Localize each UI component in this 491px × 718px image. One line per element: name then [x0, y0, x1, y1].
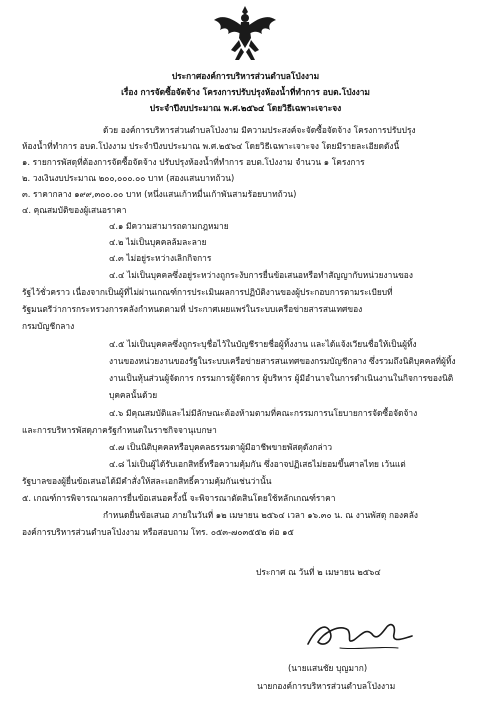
qualification-4-8-line-1: ๔.๘ ไม่เป็นผู้ได้รับเอกสิทธิ์หรือความคุ้มกัน ซึ่งอาจปฏิเสธไม่ยอมขึ้นศาลไทย เว้นแต่	[109, 459, 406, 469]
item-4-title: ๔. คุณสมบัติของผู้เสนอราคา	[22, 205, 127, 215]
qualification-4-5-line-1: ๔.๕ ไม่เป็นบุคคลซึ่งถูกระบุชื่อไว้ในบัญชีรายชื่อผู้ทิ้งงาน และได้แจ้งเวียนชื่อให้เป็นผู้ทิ้ง	[109, 339, 417, 349]
qualification-4-2: ๔.๒ ไม่เป็นบุคคลล้มละลาย	[109, 237, 207, 247]
qualification-4-3: ๔.๓ ไม่อยู่ระหว่างเลิกกิจการ	[109, 253, 212, 263]
announced-date: ประกาศ ณ วันที่ ๒ เมษายน ๒๕๖๔	[256, 567, 381, 577]
signer-title: นายกองค์การบริหารส่วนตำบลโป่งงาม	[257, 681, 396, 691]
garuda-emblem-icon	[212, 4, 278, 64]
item-2: ๒. วงเงินงบประมาณ ๒๐๐,๐๐๐.๐๐ บาท (สองแสนบาทถ้วน)	[22, 173, 235, 183]
item-5: ๕. เกณฑ์การพิจารณาผลการยื่นข้อเสนอครั้งนี้ จะพิจารณาตัดสินโดยใช้หลักเกณฑ์ราคา	[22, 493, 336, 503]
qualification-4-8-line-2: รัฐบาลของผู้ยื่นข้อเสนอได้มีคำสั่งให้สละเอกสิทธิ์ความคุ้มกันเช่นว่านั้น	[22, 476, 272, 486]
qualification-4-7: ๔.๗ เป็นนิติบุคคลหรือบุคคลธรรมดาผู้มีอาชีพขายพัสดุดังกล่าว	[109, 442, 333, 452]
qualification-4-1: ๔.๑ มีความสามารถตามกฎหมาย	[109, 221, 229, 231]
qualification-4-4-line-2: รัฐไว้ชั่วคราว เนื่องจากเป็นผู้ที่ไม่ผ่านเกณฑ์การประเมินผลการปฏิบัติงานของผู้ประกอบการตามระเบียบที่	[22, 287, 393, 297]
subject-heading: เรื่อง การจัดซื้อจัดจ้าง โครงการปรับปรุงห้องน้ำที่ทำการ อบต.โป่งงาม	[121, 87, 370, 97]
qualification-4-4-line-1: ๔.๔ ไม่เป็นบุคคลซึ่งอยู่ระหว่างถูกระงับการยื่นข้อเสนอหรือทำสัญญากับหน่วยงานของ	[109, 270, 413, 280]
org-heading: ประกาศองค์การบริหารส่วนตำบลโป่งงาม	[171, 71, 320, 81]
qualification-4-5-line-3: งานเป็นหุ้นส่วนผู้จัดการ กรรมการผู้จัดการ ผู้บริหาร ผู้มีอำนาจในการดำเนินงานในกิจการของนิติ	[109, 373, 454, 383]
item-1: ๑. รายการพัสดุที่ต้องการจัดซื้อจัดจ้าง ปรับปรุงห้องน้ำที่ทำการ อบต.โป่งงาม จำนวน ๑ โครงการ	[22, 157, 365, 167]
qualification-4-6-line-2: และการบริหารพัสดุภาครัฐกำหนดในราชกิจจานุเบกษา	[22, 425, 217, 435]
qualification-4-5-line-2: งานของหน่วยงานของรัฐในระบบเครือข่ายสารสนเทศของกรมบัญชีกลาง ซึ่งรวมถึงนิติบุคคลที่ผู้ทิ้ง	[109, 356, 456, 366]
qualification-4-4-line-3: รัฐมนตรีว่าการกระทรวงการคลังกำหนดตามที่ ประกาศเผยแพร่ในระบบเครือข่ายสารสนเทศของ	[22, 304, 363, 314]
submission-line-1: กำหนดยื่นข้อเสนอ ภายในวันที่ ๑๒ เมษายน ๒๕๖๔ เวลา ๑๖.๓๐ น. ณ งานพัสดุ กองคลัง	[103, 510, 418, 520]
budget-heading: ประจำปีงบประมาณ พ.ศ.๒๕๖๔ โดยวิธีเฉพาะเจาะจง	[149, 103, 342, 113]
intro-line-2: ห้องน้ำที่ทำการ อบต.โป่งงาม ประจำปีงบประมาณ พ.ศ.๒๕๖๔ โดยวิธีเฉพาะเจาะจง โดยมีรายละเอียดดังนี้	[22, 141, 400, 151]
qualification-4-6-line-1: ๔.๖ มีคุณสมบัติและไม่มีลักษณะต้องห้ามตามที่คณะกรรมการนโยบายการจัดซื้อจัดจ้าง	[109, 408, 418, 418]
qualification-4-5-line-4: บุคคลนั้นด้วย	[109, 390, 158, 400]
signer-name: (นายแสนชัย บุญมาก)	[288, 663, 368, 673]
intro-line-1: ด้วย องค์การบริหารส่วนตำบลโป่งงาม มีความประสงค์จะจัดซื้อจัดจ้าง โครงการปรับปรุง	[103, 125, 416, 135]
qualification-4-4-line-4: กรมบัญชีกลาง	[22, 321, 75, 331]
submission-line-2: องค์การบริหารส่วนตำบลโป่งงาม หรือสอบถาม โทร. ๐๕๓-๗๐๓๕๕๒ ต่อ ๑๕	[22, 527, 294, 537]
handwritten-signature	[300, 610, 420, 660]
item-3: ๓. ราคากลาง ๑๙๙,๓๐๐.๐๐ บาท (หนึ่งแสนเก้าหมื่นเก้าพันสามร้อยบาทถ้วน)	[22, 189, 297, 199]
